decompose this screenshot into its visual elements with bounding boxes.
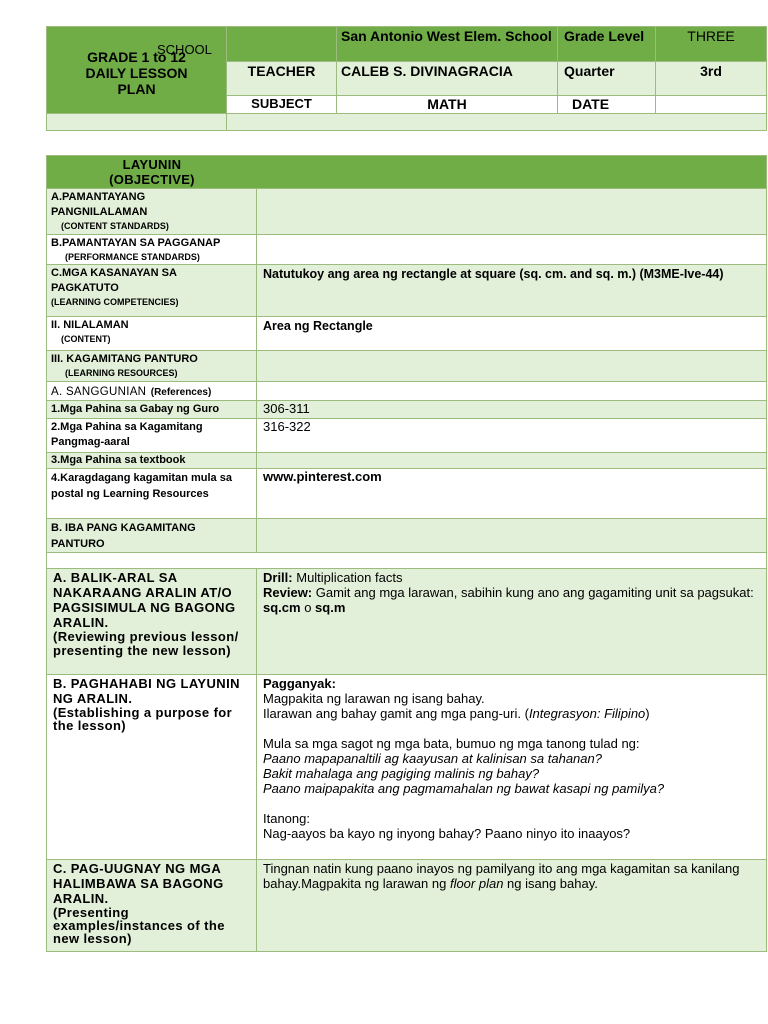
- integration-note: Integrasyon: Filipino: [528, 706, 646, 721]
- content-value: Area ng Rectangle: [257, 317, 767, 351]
- competencies-label-cell: [47, 265, 257, 317]
- other-materials-label-cell: [47, 519, 257, 553]
- drill-text: Multiplication facts: [292, 570, 403, 585]
- content-standards-label-cell: [47, 189, 257, 235]
- procedure-a-title: A. BALIK-ARAL SA NAKARAANG ARALIN AT/O PAGSISIMULA NG BAGONG ARALIN.: [53, 570, 236, 630]
- lesson-plan-table: [46, 155, 767, 952]
- content-standards-label: A.PAMANTAYANG PANGNILALAMAN: [51, 191, 148, 218]
- competencies-value: Natutukoy ang area ng rectangle at square (sq. cm. and sq. m.) (M3ME-Ive-44): [257, 265, 767, 317]
- date-value: [656, 96, 767, 114]
- subject-label: SUBJECT: [227, 96, 337, 114]
- learner-materials-label-cell: [47, 419, 257, 453]
- date-label: DATE: [558, 96, 656, 114]
- content-label-cell: [47, 317, 257, 351]
- motivation-line1: Magpakita ng larawan ng isang bahay.: [263, 691, 485, 706]
- additional-materials-label: 4.Karagdagang kagamitan mula sa postal ng Learning Resources: [51, 472, 232, 500]
- header-table: [46, 26, 767, 131]
- other-materials-value: [257, 519, 767, 553]
- content-standards-value: [257, 189, 767, 235]
- resources-sub: (LEARNING RESOURCES): [65, 368, 178, 378]
- review-text: Gamit ang mga larawan, sabihin kung ano ang gagamiting unit sa pagsukat:: [312, 585, 754, 600]
- procedure-a-content: [257, 569, 767, 675]
- teacher-value: CALEB S. DIVINAGRACIA: [337, 62, 558, 96]
- references-value: [257, 382, 767, 401]
- school-label-cell: [227, 27, 337, 62]
- motivation-line3: Mula sa mga sagot ng mga bata, bumuo ng mga tanong tulad ng:: [263, 736, 640, 751]
- procedure-a-sub: (Reviewing previous lesson/ presenting the new lesson): [53, 629, 239, 658]
- references-label: A. SANGGUNIAN: [51, 386, 147, 398]
- school-label: SCHOOL: [157, 42, 212, 57]
- review-unit-sqm: sq.m: [315, 600, 346, 615]
- procedure-a-label-cell: [47, 569, 257, 675]
- dlp-title: GRADE 1 to 12 DAILY LESSON PLAN: [85, 49, 188, 97]
- content-standards-sub: (CONTENT STANDARDS): [61, 221, 169, 231]
- learner-materials-label: 2.Mga Pahina sa Kagamitang Pangmag-aaral: [51, 421, 203, 448]
- resources-value: [257, 351, 767, 382]
- school-value: San Antonio West Elem. School: [337, 27, 558, 62]
- spacer-row: [47, 553, 767, 569]
- other-materials-label: B. IBA PANG KAGAMITANG PANTURO: [51, 522, 196, 550]
- review-or: o: [300, 600, 316, 615]
- grade-level-value: THREE: [656, 27, 767, 62]
- procedure-c-content: Tingnan natin kung paano inayos ng pamilyang ito ang mga kagamitan sa kanilang bahay.Magpakita ng larawan ng floor plan ng isang bahay.: [257, 860, 767, 952]
- competencies-sub: (LEARNING COMPETENCIES): [51, 297, 179, 307]
- grade-level-label: Grade Level: [558, 27, 656, 62]
- quarter-label: Quarter: [558, 62, 656, 96]
- ask-text: Nag-aayos ba kayo ng inyong bahay? Paano ninyo ito inaayos?: [263, 826, 631, 841]
- header-blank-left: [47, 114, 227, 131]
- procedure-b-content: [257, 675, 767, 860]
- performance-standards-value: [257, 235, 767, 265]
- header-blank-right: [227, 114, 767, 131]
- procedure-b-label-cell: [47, 675, 257, 860]
- references-label-cell: [47, 382, 257, 401]
- review-line: [263, 585, 760, 615]
- question-1: Paano mapapanaltili ag kaayusan at kalinisan sa tahanan?: [263, 751, 602, 766]
- resources-label-cell: [47, 351, 257, 382]
- motivation-line2: Ilarawan ang bahay gamit ang mga pang-uri. (Integrasyon: Filipino): [263, 706, 650, 721]
- resources-label: III. KAGAMITANG PANTURO: [51, 353, 198, 365]
- drill-line: [263, 570, 760, 585]
- performance-standards-label: B.PAMANTAYAN SA PAGGANAP: [51, 237, 221, 249]
- motivation-label: Pagganyak:: [263, 676, 336, 691]
- question-3: Paano maipapakita ang pagmamahalan ng bawat kasapi ng pamilya?: [263, 781, 665, 796]
- subject-value: MATH: [337, 96, 558, 114]
- review-unit-sqcm: sq.cm: [263, 600, 301, 615]
- drill-label: Drill:: [263, 570, 293, 585]
- objective-heading: LAYUNIN (OBJECTIVE): [109, 157, 195, 187]
- competencies-label: C.MGA KASANAYAN SA PAGKATUTO: [51, 267, 177, 294]
- procedure-c-title: C. PAG-UUGNAY NG MGA HALIMBAWA SA BAGONG ARALIN.: [53, 861, 224, 906]
- teacher-guide-value: 306-311: [257, 401, 767, 419]
- textbook-value: [257, 453, 767, 469]
- learner-materials-value: 316-322: [257, 419, 767, 453]
- procedure-c-sub: (Presenting examples/instances of the new lesson): [53, 905, 225, 946]
- procedure-b-sub: (Establishing a purpose for the lesson): [53, 705, 233, 733]
- quarter-value: 3rd: [656, 62, 767, 96]
- review-label: Review:: [263, 585, 313, 600]
- additional-materials-value: www.pinterest.com: [257, 469, 767, 519]
- references-sub: (References): [150, 387, 212, 398]
- textbook-label: 3.Mga Pahina sa textbook: [47, 453, 257, 469]
- ask-label: Itanong:: [263, 811, 310, 826]
- procedure-b-title: B. PAGHAHABI NG LAYUNIN NG ARALIN.: [53, 676, 240, 706]
- additional-materials-label-cell: [47, 469, 257, 519]
- procedure-c-label-cell: [47, 860, 257, 952]
- question-2: Bakit mahalaga ang pagiging malinis ng bahay?: [263, 766, 540, 781]
- performance-standards-label-cell: [47, 235, 257, 265]
- content-label: II. NILALAMAN: [51, 319, 129, 331]
- teacher-label: TEACHER: [227, 62, 337, 96]
- performance-standards-sub: (PERFORMANCE STANDARDS): [65, 252, 200, 262]
- dlp-title-cell: [47, 27, 227, 114]
- teacher-guide-label: 1.Mga Pahina sa Gabay ng Guro: [47, 401, 257, 419]
- procedure-c-text: Tingnan natin kung paano inayos ng pamilyang ito ang mga kagamitan sa kanilang bahay.Magpakita ng larawan ng: [263, 861, 740, 891]
- content-sub: (CONTENT): [61, 334, 111, 344]
- floor-plan-term: floor plan: [449, 876, 504, 891]
- objective-heading-cell: [47, 156, 767, 189]
